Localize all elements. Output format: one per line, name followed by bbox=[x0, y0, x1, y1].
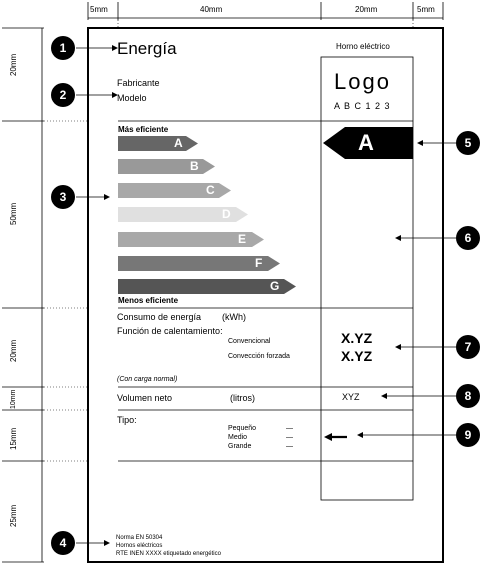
volume-value: XYZ bbox=[342, 392, 360, 402]
dim-top-1: 5mm bbox=[90, 5, 108, 14]
size-large: Grande bbox=[228, 443, 252, 450]
dim-left-2: 50mm bbox=[9, 202, 18, 225]
heating-function-label: Función de calentamiento: bbox=[117, 326, 223, 336]
dim-left-3: 20mm bbox=[9, 339, 18, 362]
callout-3: 3 bbox=[51, 185, 75, 209]
right-column-box bbox=[321, 57, 413, 500]
grade-letter-b: B bbox=[190, 159, 199, 173]
dim-left-5: 15mm bbox=[9, 427, 18, 450]
footer-line-1: Norma EN 50304 bbox=[116, 535, 163, 541]
dim-left-6: 25mm bbox=[9, 504, 18, 527]
dim-top-3: 20mm bbox=[355, 5, 378, 14]
grade-letter-g: G bbox=[270, 279, 280, 293]
size-small: Pequeño bbox=[228, 425, 257, 432]
size-medium-dash: — bbox=[286, 434, 293, 441]
energy-unit: (kWh) bbox=[222, 312, 246, 322]
footer-line-3: RTE INEN XXXX etiquetado energético bbox=[116, 551, 221, 557]
size-small-dash: — bbox=[286, 425, 293, 432]
dim-left-4: 10mm bbox=[10, 389, 17, 409]
indicated-grade: A bbox=[358, 130, 374, 155]
volume-unit: (litros) bbox=[230, 393, 255, 403]
dim-top-4: 5mm bbox=[417, 5, 435, 14]
label-title: Energía bbox=[117, 39, 177, 58]
callout-7: 7 bbox=[456, 335, 480, 359]
callout-1: 1 bbox=[51, 36, 75, 60]
size-large-dash: — bbox=[286, 443, 293, 450]
grade-bar-b bbox=[118, 159, 215, 174]
size-medium: Medio bbox=[228, 434, 248, 441]
conventional-value: X.YZ bbox=[341, 330, 373, 346]
normal-load-note: (Con carga normal) bbox=[117, 376, 178, 383]
callout-4: 4 bbox=[51, 531, 75, 555]
grade-letter-e: E bbox=[238, 232, 247, 246]
model-label: Modelo bbox=[117, 93, 147, 103]
conventional-label: Convencional bbox=[228, 338, 271, 345]
callout-9: 9 bbox=[456, 423, 480, 447]
forced-convection-value: X.YZ bbox=[341, 348, 373, 364]
callout-2: 2 bbox=[51, 83, 75, 107]
grade-letter-c: C bbox=[206, 183, 215, 197]
appliance-type: Horno eléctrico bbox=[336, 42, 390, 51]
grade-letter-a: A bbox=[174, 136, 183, 150]
callout-6: 6 bbox=[456, 226, 480, 250]
forced-convection-label: Convección forzada bbox=[228, 353, 290, 360]
net-volume-label: Volumen neto bbox=[117, 393, 173, 403]
grade-letter-f: F bbox=[255, 256, 263, 270]
dim-left-1: 20mm bbox=[9, 53, 18, 76]
least-efficient-label: Menos eficiente bbox=[118, 296, 179, 305]
most-efficient-label: Más eficiente bbox=[118, 125, 169, 134]
logo-code: A B C 1 2 3 bbox=[334, 101, 391, 111]
footer-line-2: Hornos eléctricos bbox=[116, 543, 163, 549]
callout-8: 8 bbox=[456, 384, 480, 408]
energy-consumption-label: Consumo de energía bbox=[117, 312, 202, 322]
logo-text: Logo bbox=[334, 69, 391, 94]
manufacturer-label: Fabricante bbox=[117, 78, 160, 88]
grade-bar-a bbox=[118, 136, 198, 151]
grade-letter-d: D bbox=[222, 207, 231, 221]
callout-5: 5 bbox=[456, 131, 480, 155]
type-label: Tipo: bbox=[117, 415, 137, 425]
dim-top-2: 40mm bbox=[200, 5, 223, 14]
